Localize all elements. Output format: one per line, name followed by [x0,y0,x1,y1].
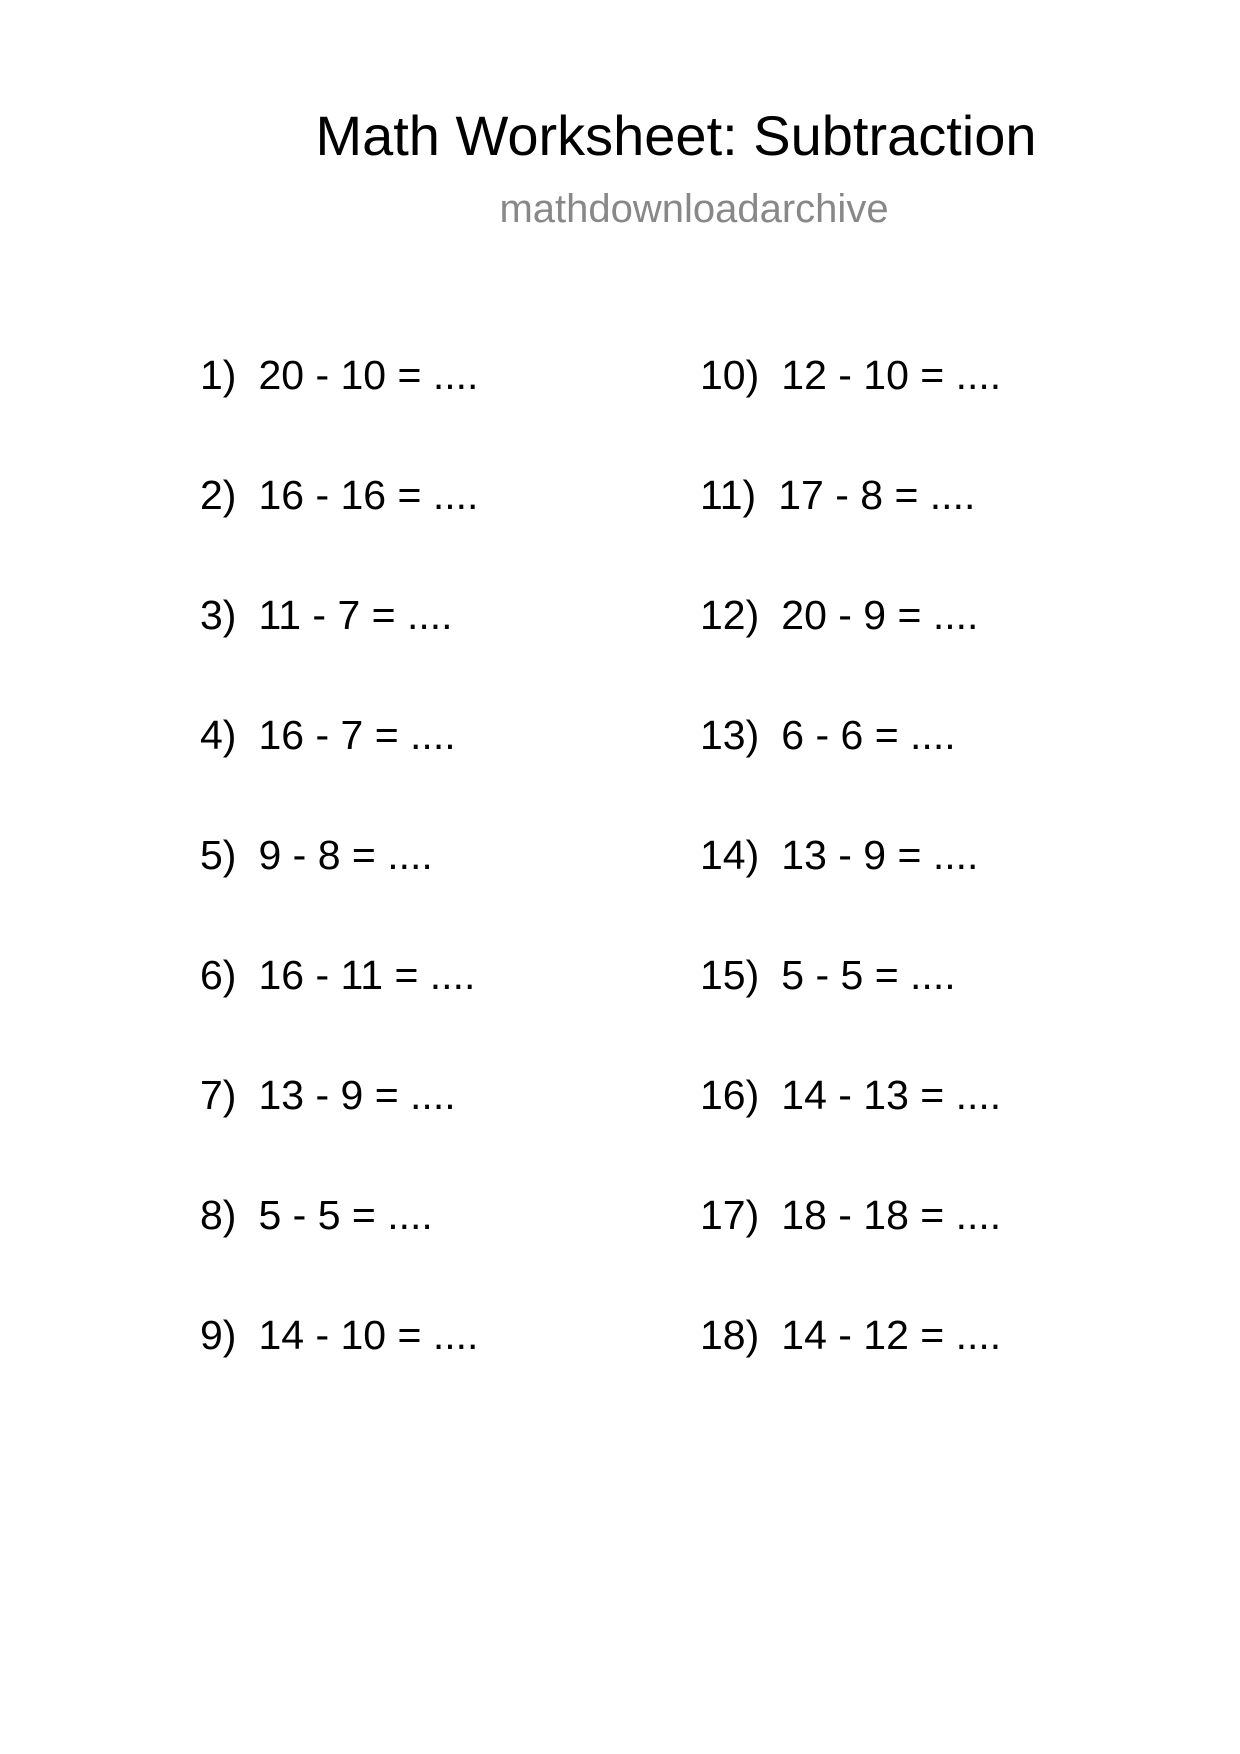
problem-expression: 20 - 10 = .... [258,352,479,398]
problem-number: 4) [200,712,237,758]
problem-expression: 18 - 18 = .... [781,1192,1002,1238]
problem-expression: 13 - 9 = .... [258,1072,456,1118]
problem-number: 12) [700,592,760,638]
problem-expression: 20 - 9 = .... [781,592,979,638]
problem-number: 1) [200,352,237,398]
problem-item [700,1070,1001,1120]
problem-expression: 13 - 9 = .... [781,832,979,878]
problem-number: 11) [700,472,757,518]
problem-expression: 16 - 16 = .... [258,472,479,518]
problem-item [700,1190,1001,1240]
problem-item [700,470,975,520]
problem-expression: 14 - 10 = .... [258,1312,479,1358]
problem-expression: 12 - 10 = .... [781,352,1002,398]
problem-number: 14) [700,832,760,878]
problem-item [200,1070,456,1120]
page-title: Math Worksheet: Subtraction [315,104,1037,167]
problem-item [200,590,453,640]
problem-number: 16) [700,1072,760,1118]
problem-item [200,1190,433,1240]
problem-number: 15) [700,952,760,998]
problem-number: 9) [200,1312,237,1358]
problem-number: 13) [700,712,760,758]
problem-item [200,950,475,1000]
page-subtitle: mathdownloadarchive [499,187,889,231]
problem-expression: 5 - 5 = .... [781,952,956,998]
problem-item [700,710,956,760]
problem-item [700,1310,1001,1360]
problem-expression: 14 - 13 = .... [781,1072,1002,1118]
problem-number: 7) [200,1072,237,1118]
problem-expression: 16 - 7 = .... [258,712,456,758]
problem-item [700,350,1001,400]
problem-item [200,470,478,520]
problem-expression: 17 - 8 = .... [778,472,976,518]
problem-item [700,830,978,880]
problem-item [200,1310,478,1360]
problem-expression: 9 - 8 = .... [258,832,433,878]
problem-number: 2) [200,472,237,518]
problem-number: 3) [200,592,237,638]
problem-item [700,590,978,640]
problem-expression: 6 - 6 = .... [781,712,956,758]
problem-number: 6) [200,952,237,998]
problem-expression: 5 - 5 = .... [258,1192,433,1238]
problem-number: 10) [700,352,760,398]
problem-number: 5) [200,832,237,878]
problem-expression: 14 - 12 = .... [781,1312,1002,1358]
problem-item [200,830,433,880]
problem-item [200,350,478,400]
problem-expression: 16 - 11 = .... [258,952,476,998]
problem-number: 18) [700,1312,760,1358]
problem-item [700,950,956,1000]
problem-item [200,710,456,760]
problem-number: 8) [200,1192,237,1238]
problem-number: 17) [700,1192,760,1238]
problem-expression: 11 - 7 = .... [258,592,453,638]
